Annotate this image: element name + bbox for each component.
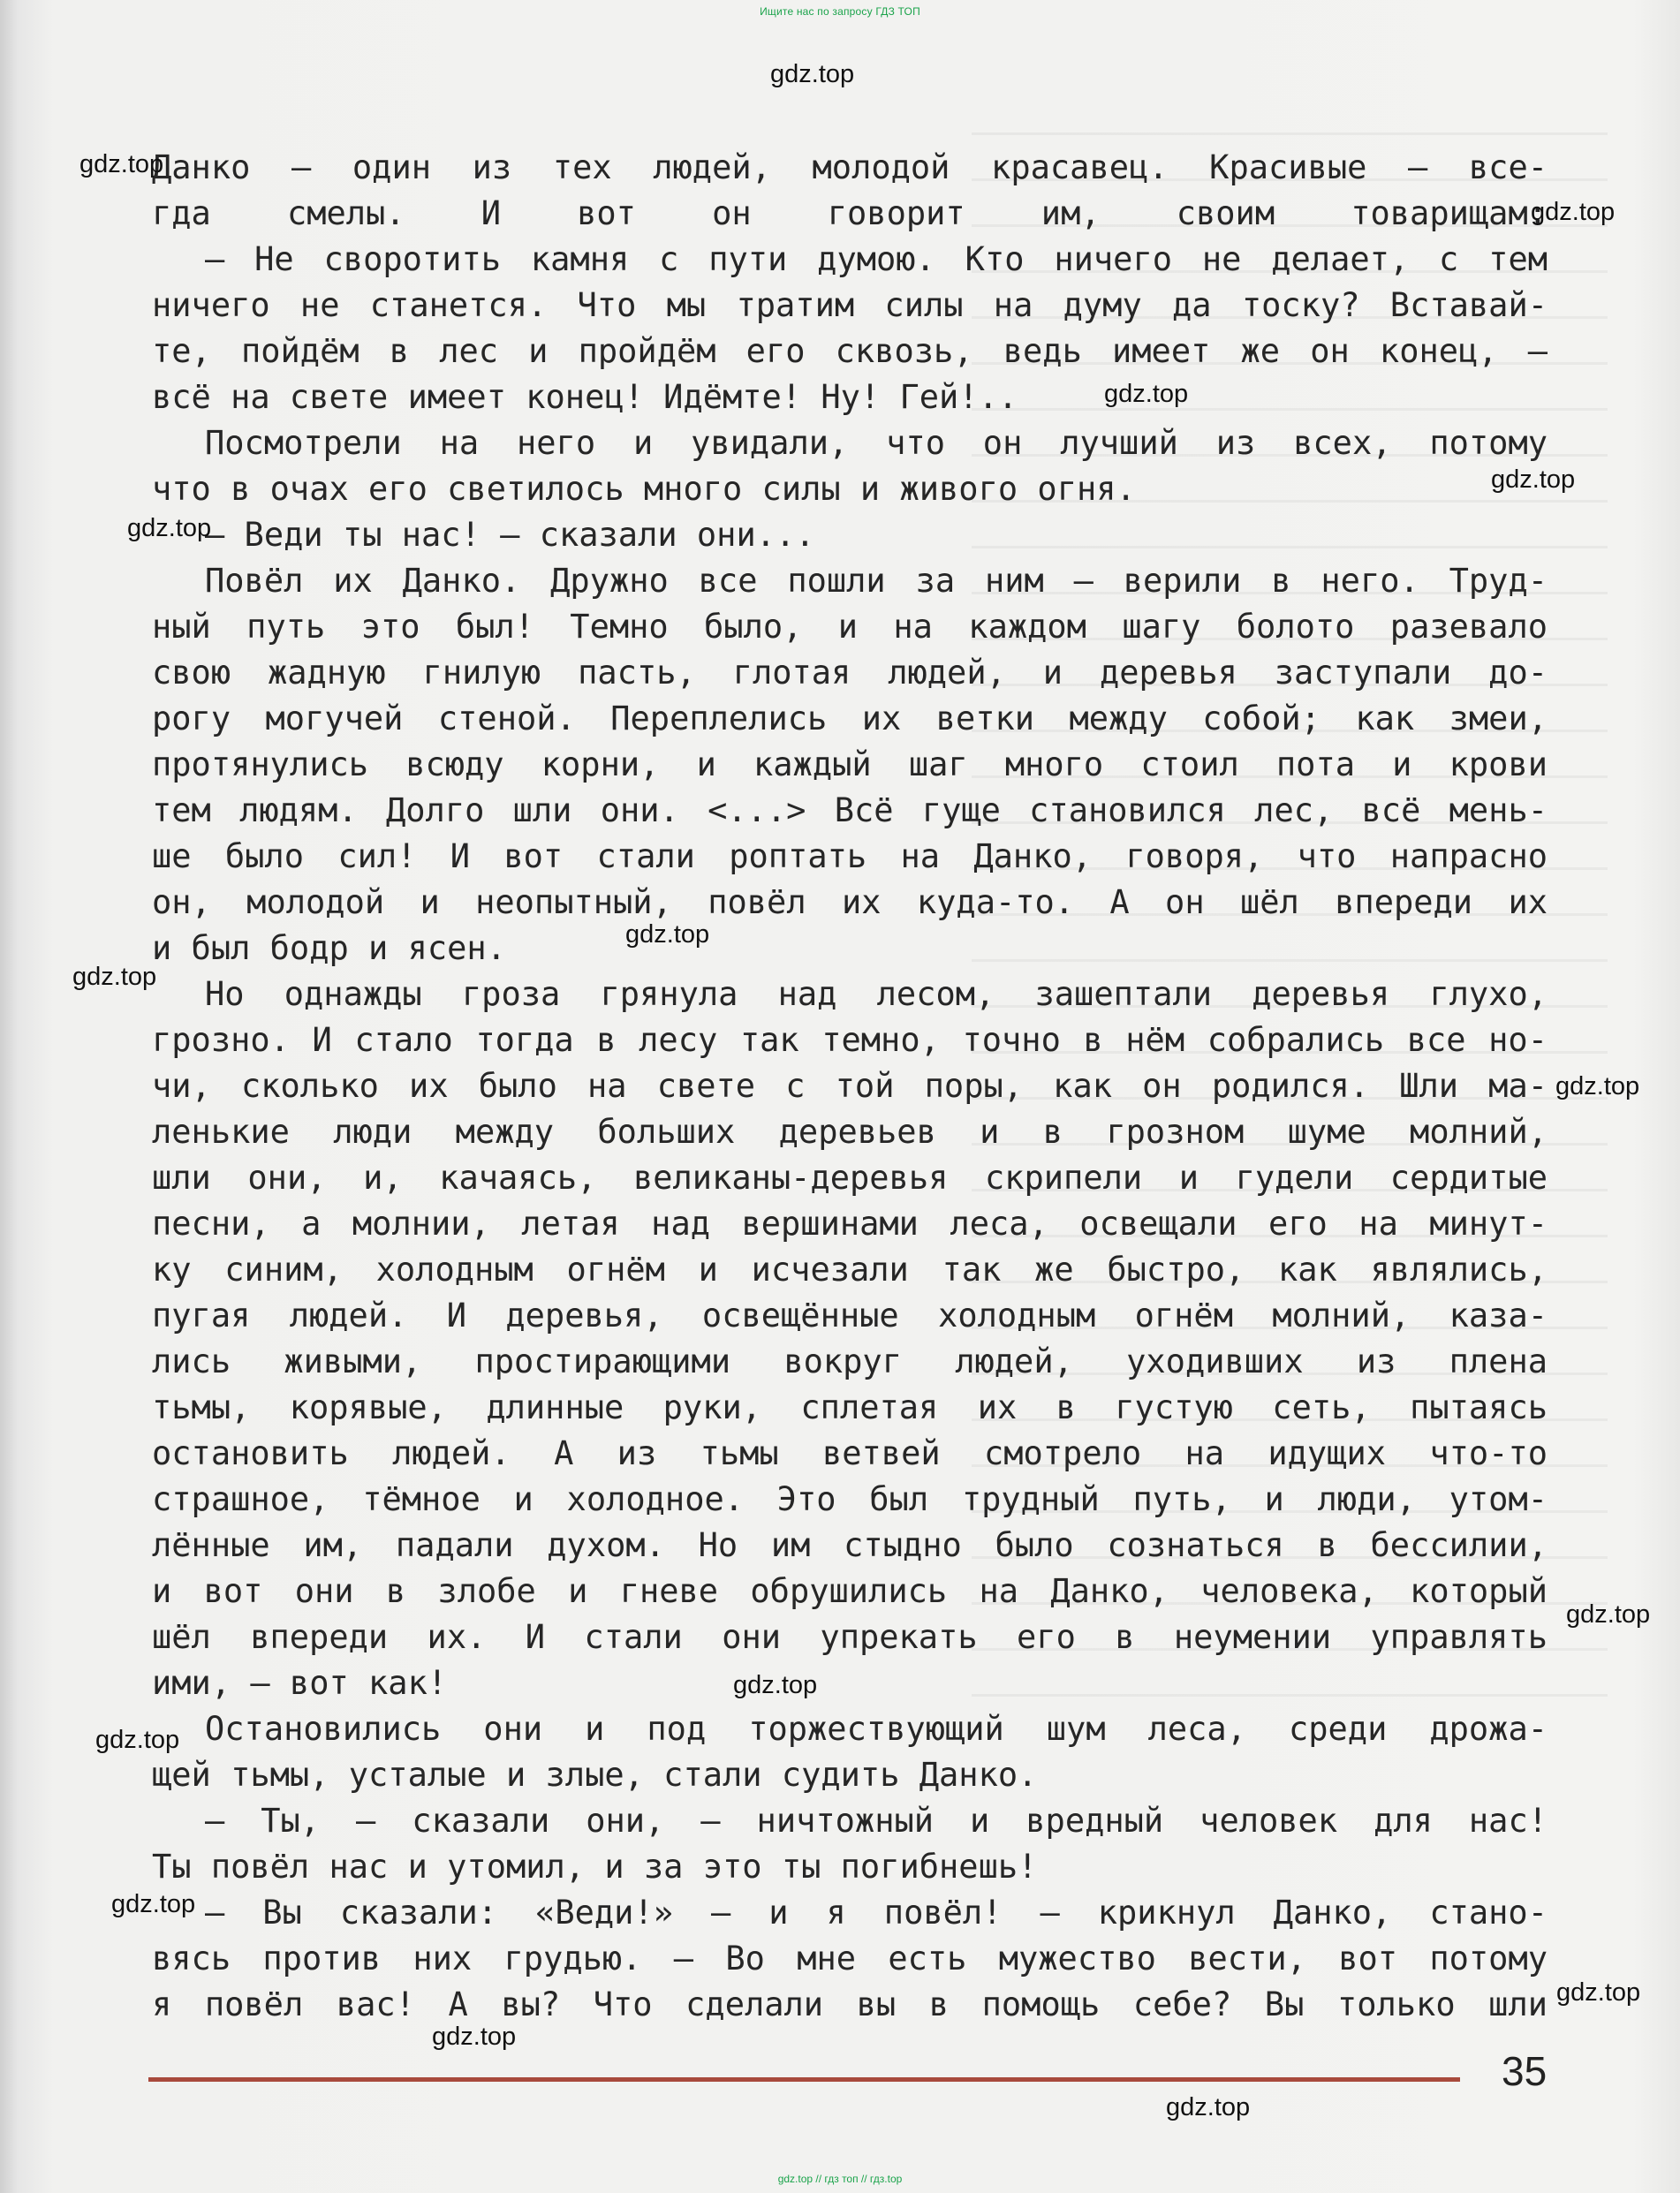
footer-rule xyxy=(148,2077,1460,2082)
text-line-34: ими, — вот как! xyxy=(152,1664,448,1702)
watermark-16: gdz.top xyxy=(1166,2093,1251,2121)
text-line-31: лённые им, падали духом. Но им стыдно было сознаться в бессилии, xyxy=(152,1526,1548,1564)
watermark-11: gdz.top xyxy=(733,1671,818,1699)
watermark-6: gdz.top xyxy=(127,514,212,542)
text-line-35: Остановились они и под торжествующий шум леса, среди дрожа- xyxy=(205,1710,1548,1748)
story-text xyxy=(152,145,1548,2028)
text-line-32: и вот они в злобе и гневе обрушились на Данко, человека, который xyxy=(152,1572,1548,1610)
text-line-4: ничего не станется. Что мы тратим силы на думу да тоску? Вставай- xyxy=(152,286,1548,324)
watermark-2: gdz.top xyxy=(79,150,164,178)
text-line-19: Но однажды гроза грянула над лесом, зашептали деревья глухо, xyxy=(205,975,1548,1013)
watermark-4: gdz.top xyxy=(1104,380,1189,408)
text-line-2: гда смелы. И вот он говорит им, своим товарищам: xyxy=(152,194,1548,232)
text-line-11: ный путь это был! Темно было, и на каждом шагу болото разевало xyxy=(152,608,1548,646)
watermark-5: gdz.top xyxy=(1491,465,1576,494)
watermark-1: gdz.top xyxy=(770,60,855,88)
text-line-13: рогу могучей стеной. Переплелись их ветки между собой; как змеи, xyxy=(152,699,1548,737)
watermark-9: gdz.top xyxy=(1555,1072,1640,1100)
footer-banner: gdz.top // гдз топ // гдз.top xyxy=(777,2173,903,2185)
header-banner: Ищите нас по запросу ГДЗ ТОП xyxy=(760,5,920,18)
text-line-26: пугая людей. И деревья, освещённые холодным огнём молний, каза- xyxy=(152,1297,1548,1335)
text-line-21: чи, сколько их было на свете с той поры, как он родился. Шли ма- xyxy=(152,1067,1548,1105)
text-line-27: лись живыми, простирающими вокруг людей, уходивших из плена xyxy=(152,1342,1548,1380)
text-line-41: я повёл вас! А вы? Что сделали вы в помощь себе? Вы только шли xyxy=(152,1985,1548,2023)
text-line-29: остановить людей. А из тьмы ветвей смотрело на идущих что-то xyxy=(152,1434,1548,1472)
text-line-33: шёл впереди их. И стали они упрекать его в неумении управлять xyxy=(152,1618,1548,1656)
text-line-6: всё на свете имеет конец! Идёмте! Ну! Гей!.. xyxy=(152,378,1018,416)
text-line-36: щей тьмы, усталые и злые, стали судить Данко. xyxy=(152,1756,1038,1794)
text-line-16: ше было сил! И вот стали роптать на Данко, говоря, что напрасно xyxy=(152,837,1548,875)
watermark-15: gdz.top xyxy=(432,2023,517,2051)
watermark-14: gdz.top xyxy=(1556,1978,1641,2007)
text-line-3: — Не своротить камня с пути думою. Кто ничего не делает, с тем xyxy=(205,240,1548,278)
text-line-22: ленькие люди между больших деревьев и в грозном шуме молний, xyxy=(152,1113,1548,1151)
text-line-25: ку синим, холодным огнём и исчезали так же быстро, как являлись, xyxy=(152,1251,1548,1289)
watermark-3: gdz.top xyxy=(1531,198,1616,226)
watermark-10: gdz.top xyxy=(1566,1600,1651,1629)
text-line-7: Посмотрели на него и увидали, что он лучший из всех, потому xyxy=(205,424,1548,462)
text-line-1: Данко — один из тех людей, молодой красавец. Красивые — все- xyxy=(152,148,1548,186)
text-line-15: тем людям. Долго шли они. <...> Всё гуще становился лес, всё мень- xyxy=(152,791,1548,829)
text-line-5: те, пойдём в лес и пройдём его сквозь, ведь имеет же он конец, — xyxy=(152,332,1548,370)
text-line-23: шли они, и, качаясь, великаны-деревья скрипели и гудели сердитые xyxy=(152,1159,1548,1197)
watermark-13: gdz.top xyxy=(111,1890,196,1918)
watermark-8: gdz.top xyxy=(72,963,157,991)
text-line-40: вясь против них грудью. — Во мне есть мужество вести, вот потому xyxy=(152,1940,1548,1977)
page-number: 35 xyxy=(1502,2048,1548,2094)
watermark-12: gdz.top xyxy=(95,1726,180,1754)
text-line-37: — Ты, — сказали они, — ничтожный и вредный человек для нас! xyxy=(205,1802,1548,1840)
text-line-17: он, молодой и неопытный, повёл их куда-то. А он шёл впереди их xyxy=(152,883,1548,921)
text-line-10: Повёл их Данко. Дружно все пошли за ним — верили в него. Труд- xyxy=(205,562,1548,600)
text-line-39: — Вы сказали: «Веди!» — и я повёл! — крикнул Данко, стано- xyxy=(205,1894,1548,1932)
text-line-28: тьмы, корявые, длинные руки, сплетая их в густую сеть, пытаясь xyxy=(152,1388,1548,1426)
text-line-12: свою жадную гнилую пасть, глотая людей, и деревья заступали до- xyxy=(152,654,1548,692)
watermark-7: gdz.top xyxy=(625,920,710,949)
text-line-20: грозно. И стало тогда в лесу так темно, точно в нём собрались все но- xyxy=(152,1021,1548,1059)
text-line-18: и был бодр и ясен. xyxy=(152,929,506,967)
text-line-38: Ты повёл нас и утомил, и за это ты погибнешь! xyxy=(152,1848,1038,1886)
text-line-24: песни, а молнии, летая над вершинами леса, освещали его на минут- xyxy=(152,1205,1548,1243)
text-line-8: что в очах его светилось много силы и живого огня. xyxy=(152,470,1136,508)
text-line-9: — Веди ты нас! — сказали они... xyxy=(205,516,815,554)
text-line-14: протянулись всюду корни, и каждый шаг много стоил пота и крови xyxy=(152,745,1548,783)
text-line-30: страшное, тёмное и холодное. Это был трудный путь, и люди, утом- xyxy=(152,1480,1548,1518)
